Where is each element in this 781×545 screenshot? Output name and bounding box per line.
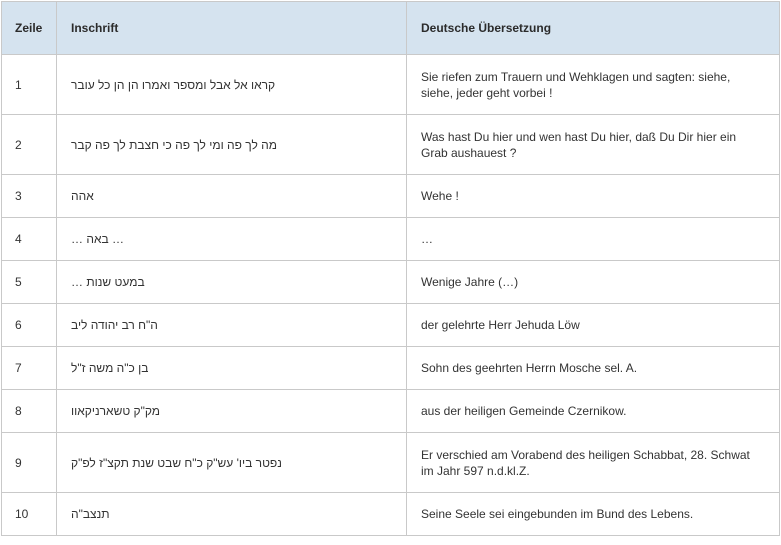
row-translation: Sie riefen zum Trauern und Wehklagen und sagten: siehe, siehe, jeder geht vorbei ! bbox=[407, 55, 780, 115]
table-row bbox=[2, 175, 780, 218]
row-number: 1 bbox=[2, 55, 57, 115]
row-translation: Er verschied am Vorabend des heiligen Schabbat, 28. Schwat im Jahr 597 n.d.kl.Z. bbox=[407, 433, 780, 493]
inscription-text: אהה bbox=[71, 189, 94, 203]
inscription-text: … באה … bbox=[71, 232, 124, 246]
row-inscription bbox=[57, 347, 407, 390]
table-row bbox=[2, 304, 780, 347]
inscription-text: תנצב"ה bbox=[71, 507, 110, 521]
row-inscription bbox=[57, 115, 407, 175]
row-number: 7 bbox=[2, 347, 57, 390]
table-row bbox=[2, 115, 780, 175]
table-row bbox=[2, 433, 780, 493]
row-translation: Seine Seele sei eingebunden im Bund des Lebens. bbox=[407, 493, 780, 536]
row-translation: Was hast Du hier und wen hast Du hier, daß Du Dir hier ein Grab aushauest ? bbox=[407, 115, 780, 175]
row-inscription bbox=[57, 493, 407, 536]
row-number: 4 bbox=[2, 218, 57, 261]
row-number: 8 bbox=[2, 390, 57, 433]
inscription-text: קראו אל אבל ומספר ואמרו הן הן כל עובר bbox=[71, 77, 276, 92]
inscription-table bbox=[1, 1, 780, 536]
inscription-text: מק"ק טשארניקאוו bbox=[71, 404, 161, 418]
row-number: 10 bbox=[2, 493, 57, 536]
inscription-table-container bbox=[1, 1, 779, 536]
row-number: 2 bbox=[2, 115, 57, 175]
row-translation: aus der heiligen Gemeinde Czernikow. bbox=[407, 390, 780, 433]
row-inscription bbox=[57, 55, 407, 115]
row-inscription bbox=[57, 261, 407, 304]
inscription-text: במעט שנות … bbox=[71, 275, 145, 289]
header-inschrift: Inschrift bbox=[57, 2, 407, 55]
row-translation: Sohn des geehrten Herrn Mosche sel. A. bbox=[407, 347, 780, 390]
row-inscription bbox=[57, 390, 407, 433]
row-number: 6 bbox=[2, 304, 57, 347]
row-number: 5 bbox=[2, 261, 57, 304]
inscription-text: מה לך פה ומי לך פה כי חצבת לך פה קבר bbox=[71, 137, 278, 152]
inscription-text: בן כ"ה משה ז"ל bbox=[71, 361, 149, 375]
row-inscription bbox=[57, 304, 407, 347]
row-number: 3 bbox=[2, 175, 57, 218]
row-translation: … bbox=[407, 218, 780, 261]
row-inscription bbox=[57, 175, 407, 218]
header-uebersetzung: Deutsche Übersetzung bbox=[407, 2, 780, 55]
row-translation: Wehe ! bbox=[407, 175, 780, 218]
row-translation: der gelehrte Herr Jehuda Löw bbox=[407, 304, 780, 347]
inscription-text: ה"ח רב יהודה ליב bbox=[71, 318, 158, 332]
row-inscription bbox=[57, 433, 407, 493]
inscription-text: נפטר ביו' עש"ק כ"ח שבט שנת תקצ"ז לפ"ק bbox=[71, 455, 282, 470]
table-row bbox=[2, 390, 780, 433]
row-number: 9 bbox=[2, 433, 57, 493]
table-row bbox=[2, 493, 780, 536]
table-row bbox=[2, 55, 780, 115]
header-zeile: Zeile bbox=[2, 2, 57, 55]
table-header-row bbox=[2, 2, 780, 55]
row-translation: Wenige Jahre (…) bbox=[407, 261, 780, 304]
table-row bbox=[2, 261, 780, 304]
table-row bbox=[2, 218, 780, 261]
table-row bbox=[2, 347, 780, 390]
row-inscription bbox=[57, 218, 407, 261]
